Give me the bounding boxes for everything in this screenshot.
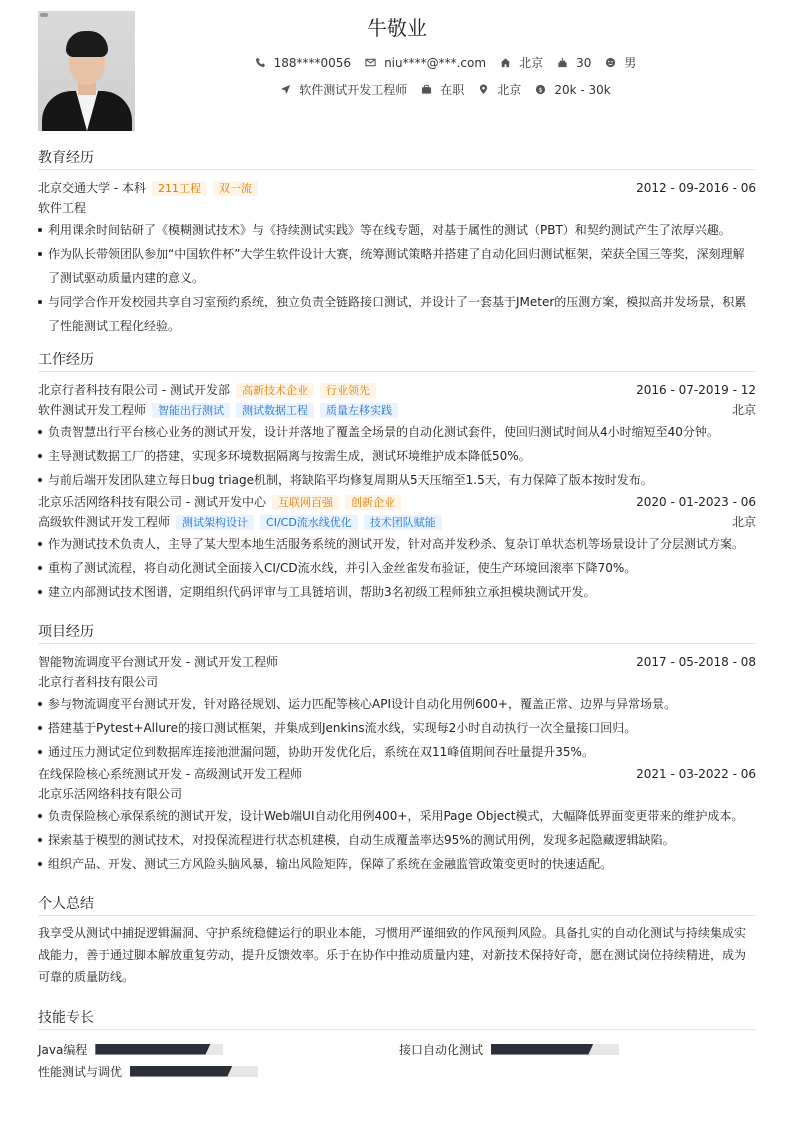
section-title: 项目经历 [38, 622, 756, 644]
list-item: 作为队长带领团队参加“中国软件杯”大学生软件设计大赛，统筹测试策略并搭建了自动化回归测试框架，荣获全国三等奖，深刻理解了测试驱动质量内建的意义。 [38, 242, 756, 290]
project-name: 智能物流调度平台测试开发 - 测试开发工程师 [38, 655, 278, 669]
list-item: 负责智慧出行平台核心业务的测试开发，设计并落地了覆盖全场景的自动化测试套件，使回归测试时间从4小时缩短至40分钟。 [38, 420, 756, 444]
list-item: 与同学合作开发校园共享自习室预约系统，独立负责全链路接口测试，并设计了一套基于JMeter的压测方案，模拟高并发场景，积累了性能测试工程化经验。 [38, 290, 756, 338]
project-period: 2017 - 05-2018 - 08 [636, 655, 756, 669]
role-tag: 质量左移实践 [320, 403, 398, 418]
list-item: 通过压力测试定位到数据库连接池泄漏问题，协助开发优化后，系统在双11峰值期间吞吐量提升35%。 [38, 740, 756, 764]
list-item: 参与物流调度平台测试开发，针对路径规划、运力匹配等核心API设计自动化用例600+，覆盖正常、边界与异常场景。 [38, 692, 756, 716]
location-info [500, 54, 543, 71]
major-name: 软件工程 [38, 201, 87, 215]
project-bullets [38, 804, 756, 876]
gender-info [605, 54, 636, 71]
list-item: 主导测试数据工厂的搭建，实现多环境数据隔离与按需生成，测试环境维护成本降低50%。 [38, 444, 756, 468]
mail-icon [365, 57, 376, 68]
face-icon [605, 57, 616, 68]
job-role-row [38, 512, 756, 532]
section-title: 个人总结 [38, 894, 756, 916]
job-role: 高级软件测试开发工程师 [38, 515, 171, 529]
company-tag: 高新技术企业 [236, 383, 314, 398]
project-period: 2021 - 03-2022 - 06 [636, 767, 756, 781]
role-tag: 测试数据工程 [236, 403, 314, 418]
money-icon [535, 84, 546, 95]
skill-item [399, 1040, 619, 1058]
home-icon [500, 57, 511, 68]
skill-name: Java编程 [38, 1042, 88, 1057]
target-city-info [478, 81, 521, 98]
projects-section [38, 622, 756, 876]
list-item: 探索基于模型的测试技术，对投保流程进行状态机建模，自动生成覆盖率达95%的测试用例，发现多起隐藏逻辑缺陷。 [38, 828, 756, 852]
email-address: niu****@***.com [384, 55, 487, 70]
skill-level-bar [95, 1044, 223, 1055]
job-intent-row [135, 81, 756, 98]
role-tag: 测试架构设计 [176, 515, 254, 530]
salary-info [535, 83, 610, 97]
school-tag: 双一流 [213, 181, 258, 196]
skill-level-fill [95, 1044, 210, 1055]
company-tag: 创新企业 [345, 495, 401, 510]
list-item: 搭建基于Pytest+Allure的接口测试框架，并集成到Jenkins流水线，实现每2小时自动执行一次全量接口回归。 [38, 716, 756, 740]
skill-level-bar [491, 1044, 619, 1055]
list-item: 组织产品、开发、测试三方风险头脑风暴，输出风险矩阵，保障了系统在金融监管政策变更时的快速适配。 [38, 852, 756, 876]
job-role: 软件测试开发工程师 [38, 403, 147, 417]
job-period: 2016 - 07-2019 - 12 [636, 383, 756, 397]
summary-text: 我享受从测试中捕捉逻辑漏洞、守护系统稳健运行的职业本能，习惯用严谨细致的作风预判风险。具备扎实的自动化测试与持续集成实战能力，善于通过脚本解放重复劳动，提升反馈效率。乐于在协作中推动质量内建，对新技术保持好奇，愿在测试岗位持续精进，成为可靠的质量防线。 [38, 926, 747, 984]
project-company-row [38, 784, 756, 804]
phone-number: 188****0056 [273, 55, 352, 70]
age-text: 30 [576, 55, 592, 70]
job-city: 北京 [731, 515, 756, 529]
list-item: 利用课余时间钻研了《模糊测试技术》与《持续测试实践》等在线专题，对基于属性的测试（PBT）和契约测试产生了浓厚兴趣。 [38, 218, 756, 242]
gender-text: 男 [624, 56, 637, 70]
section-title: 工作经历 [38, 350, 756, 372]
skill-level-fill [130, 1066, 232, 1077]
list-item: 建立内部测试技术图谱，定期组织代码评审与工具链培训，帮助3名初级工程师独立承担模块测试开发。 [38, 580, 756, 604]
job-company-row [38, 492, 756, 512]
job-bullets [38, 532, 756, 604]
job-period: 2020 - 01-2023 - 06 [636, 495, 756, 509]
list-item: 作为测试技术负责人，主导了某大型本地生活服务系统的测试开发，针对高并发秒杀、复杂订单状态机等场景设计了分层测试方案。 [38, 532, 756, 556]
skill-name: 接口自动化测试 [399, 1042, 484, 1057]
list-item: 重构了测试流程，将自动化测试全面接入CI/CD流水线，并引入金丝雀发布验证，使生产环境回滚率下降70%。 [38, 556, 756, 580]
education-section [38, 148, 756, 338]
education-major-row [38, 198, 756, 218]
project-company: 北京行者科技有限公司 [38, 675, 159, 689]
project-name: 在线保险核心系统测试开发 - 高级测试开发工程师 [38, 767, 302, 781]
job-city: 北京 [731, 403, 756, 417]
role-tag: CI/CD流水线优化 [260, 515, 358, 530]
job-role-row [38, 400, 756, 420]
status-info [421, 81, 464, 98]
section-title: 技能专长 [38, 1008, 756, 1030]
company-name: 北京乐活网络科技有限公司 - 测试开发中心 [38, 495, 266, 509]
pin-icon [478, 84, 489, 95]
project-name-row [38, 764, 756, 784]
contact-row [135, 54, 756, 71]
phone-icon [255, 57, 266, 68]
target-role-info [280, 81, 407, 98]
education-bullets [38, 218, 756, 338]
work-section [38, 350, 756, 604]
project-company-row [38, 672, 756, 692]
skill-item [38, 1062, 258, 1080]
section-title: 教育经历 [38, 148, 756, 170]
project-bullets [38, 692, 756, 764]
briefcase-icon [421, 84, 432, 95]
project-name-row [38, 652, 756, 672]
location-text: 北京 [519, 56, 544, 70]
status-text: 在职 [440, 83, 465, 97]
target-role-text: 软件测试开发工程师 [299, 83, 408, 97]
skills-list [38, 1038, 756, 1088]
company-name: 北京行者科技有限公司 - 测试开发部 [38, 383, 230, 397]
target-city-text: 北京 [497, 83, 522, 97]
job-company-row [38, 380, 756, 400]
age-info [557, 56, 591, 70]
email-info [365, 56, 486, 70]
skill-name: 性能测试与调优 [38, 1064, 123, 1079]
skill-level-fill [491, 1044, 593, 1055]
company-tag: 互联网百强 [272, 495, 339, 510]
skill-item [38, 1040, 223, 1058]
school-tag: 211工程 [152, 181, 207, 196]
list-item: 负责保险核心承保系统的测试开发，设计Web端UI自动化用例400+，采用Page Object模式，大幅降低界面变更带来的维护成本。 [38, 804, 756, 828]
education-period: 2012 - 09-2016 - 06 [636, 181, 756, 195]
salary-text: 20k - 30k [554, 82, 611, 97]
summary-section [38, 894, 756, 988]
send-icon [280, 84, 291, 95]
school-name: 北京交通大学 - 本科 [38, 181, 146, 195]
role-tag: 技术团队赋能 [364, 515, 442, 530]
list-item: 与前后端开发团队建立每日bug triage机制，将缺陷平均修复周期从5天压缩至1.5天，有力保障了版本按时发布。 [38, 468, 756, 492]
resume-page [38, 10, 756, 1079]
job-bullets [38, 420, 756, 492]
svg-text:$: $ [538, 85, 543, 94]
skill-level-bar [130, 1066, 258, 1077]
phone-info [255, 56, 351, 70]
cake-icon [557, 57, 568, 68]
skills-section [38, 1008, 756, 1088]
candidate-name: 牛敬业 [367, 16, 427, 40]
company-tag: 行业领先 [320, 383, 376, 398]
resume-header [38, 10, 756, 132]
education-school-row [38, 178, 756, 198]
role-tag: 智能出行测试 [152, 403, 230, 418]
project-company: 北京乐活网络科技有限公司 [38, 787, 183, 801]
